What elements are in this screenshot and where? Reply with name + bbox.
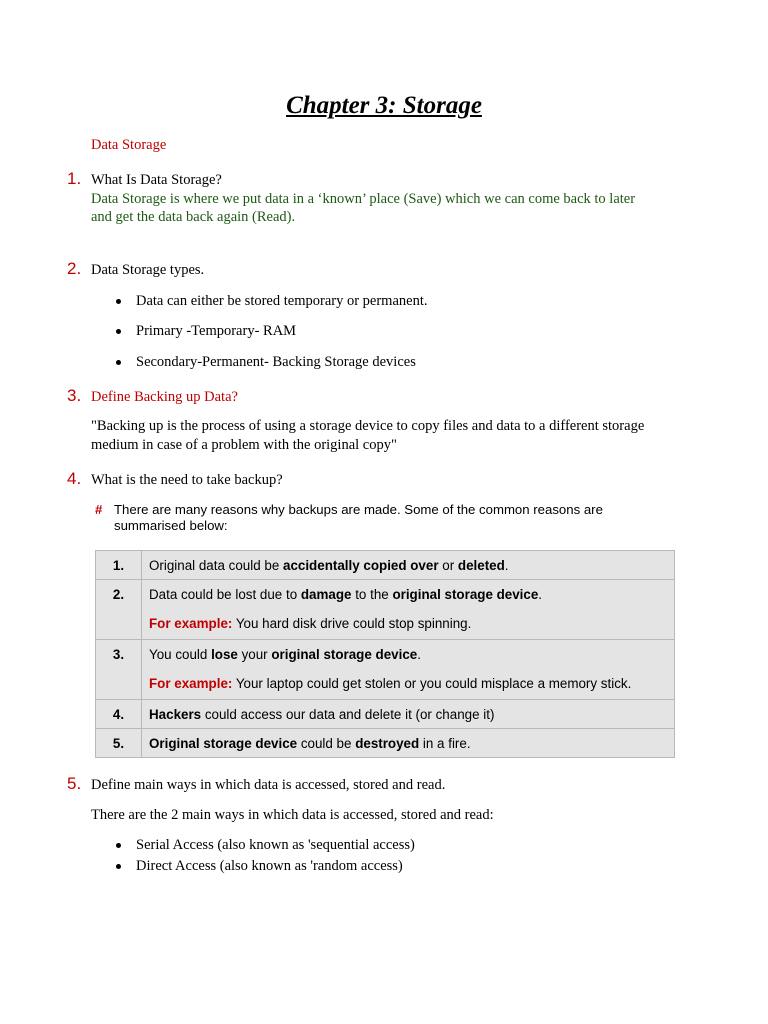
table-row — [96, 580, 675, 640]
answer-3-line-2: medium in case of a problem with the original copy" — [91, 437, 397, 453]
hash-marker: # — [95, 502, 103, 517]
answer-3-line-1: "Backing up is the process of using a storage device to copy files and data to a different storage — [91, 418, 645, 434]
list-item: Data can either be stored temporary or permanent. — [136, 293, 428, 309]
question-3: Define Backing up Data? — [91, 389, 238, 405]
row-number: 1. — [96, 551, 142, 580]
question-number-4: 4. — [67, 469, 82, 488]
list-item: Secondary-Permanent- Backing Storage devices — [136, 354, 416, 370]
row-text: Hackers could access our data and delete it (or change it) — [142, 700, 675, 729]
question-number-3: 3. — [67, 386, 82, 405]
question-2: Data Storage types. — [91, 262, 205, 278]
table-row — [96, 640, 675, 700]
table-row — [96, 700, 675, 729]
question-4: What is the need to take backup? — [91, 472, 283, 488]
row-text: Data could be lost due to damage to the original storage device. For example: You hard disk drive could stop spinning. — [142, 580, 675, 640]
question-number-1: 1. — [67, 169, 82, 188]
answer-1-line-2: and get the data back again (Read). — [91, 209, 296, 225]
question-5: Define main ways in which data is accessed, stored and read. — [91, 777, 446, 793]
example: For example: You hard disk drive could stop spinning. — [149, 616, 472, 631]
example: For example: Your laptop could get stolen or you could misplace a memory stick. — [149, 676, 632, 691]
list-item: Direct Access (also known as 'random access) — [136, 858, 403, 874]
note-line-1: There are many reasons why backups are made. Some of the common reasons are — [114, 502, 603, 517]
section-subtitle: Data Storage — [91, 137, 167, 153]
question-1: What Is Data Storage? — [91, 172, 222, 188]
row-number: 2. — [96, 580, 142, 640]
row-number: 3. — [96, 640, 142, 700]
row-text: Original storage device could be destroyed in a fire. — [142, 729, 675, 758]
row-number: 4. — [96, 700, 142, 729]
reasons-table — [95, 550, 675, 758]
list-item: Primary -Temporary- RAM — [136, 323, 297, 339]
question-number-5: 5. — [67, 774, 82, 793]
row-text: You could lose your original storage device. For example: Your laptop could get stolen or you could misplace a memory stick. — [142, 640, 675, 700]
question-number-2: 2. — [67, 259, 82, 278]
table-row — [96, 551, 675, 580]
answer-5-intro: There are the 2 main ways in which data is accessed, stored and read: — [91, 807, 494, 823]
table-row — [96, 729, 675, 758]
page-title: Chapter 3: Storage — [286, 92, 482, 119]
answer-1-line-1: Data Storage is where we put data in a ‘known’ place (Save) which we can come back to later — [91, 191, 636, 207]
row-number: 5. — [96, 729, 142, 758]
row-text: Original data could be accidentally copied over or deleted. — [142, 551, 675, 580]
note-line-2: summarised below: — [114, 518, 228, 533]
list-item: Serial Access (also known as 'sequential access) — [136, 837, 415, 853]
